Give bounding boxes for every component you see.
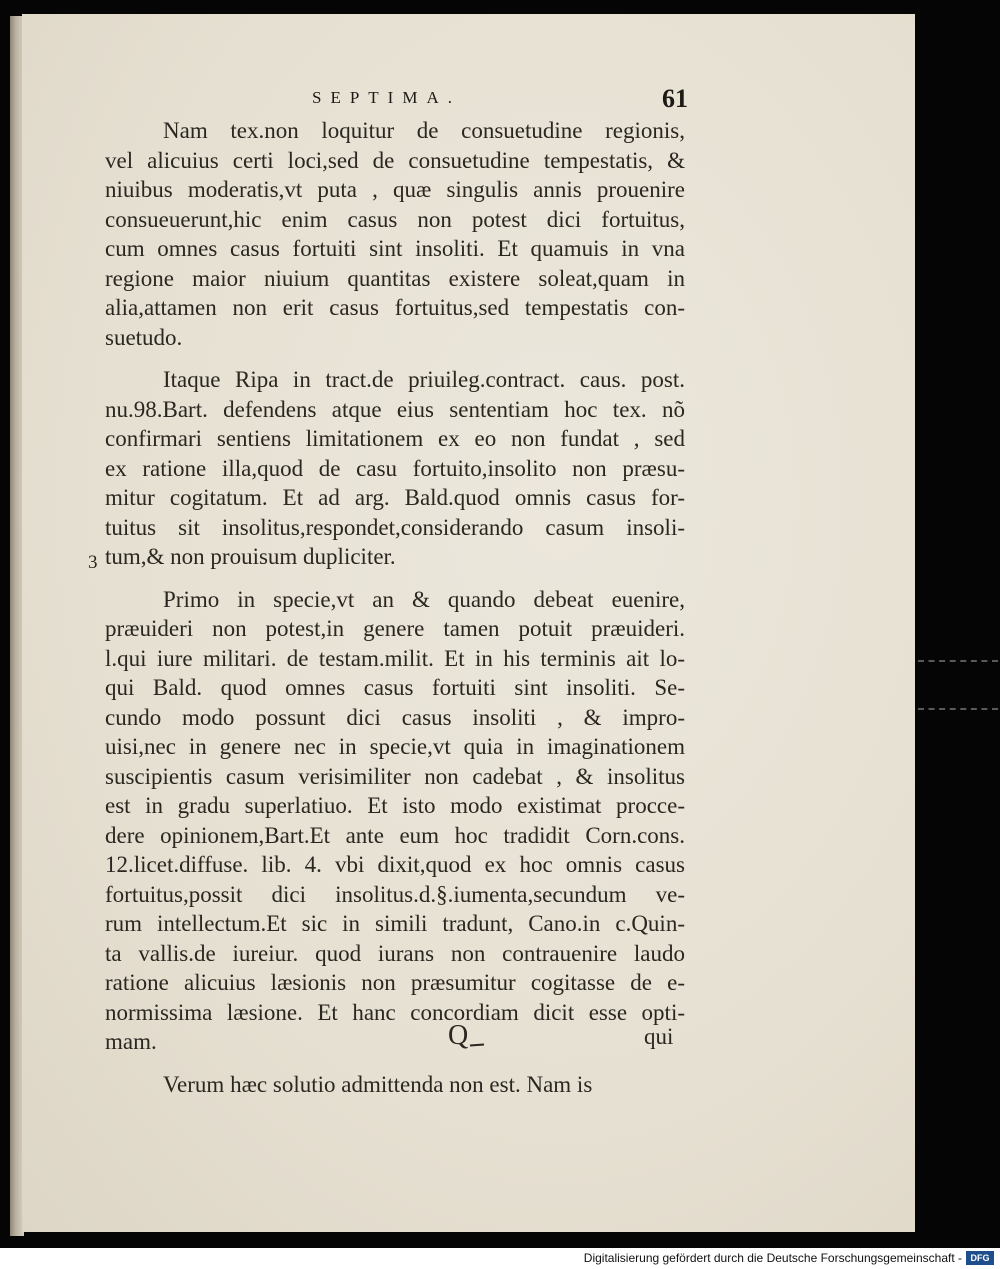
text-line: fortuitus,possit dici insolitus.d.§.iumenta,secundum ve- <box>105 881 685 907</box>
text-line: ta vallis.de iureiur. quod iurans non contrauenire laudo <box>105 940 685 966</box>
paragraph <box>105 585 685 1057</box>
scan-edge-marks <box>918 660 998 710</box>
text-line: 12.licet.diffuse. lib. 4. vbi dixit,quod ex hoc omnis casus <box>105 852 685 877</box>
paragraph <box>105 1070 685 1100</box>
text-line: est in gradu superlatiuo. Et isto modo existimat procce- <box>105 793 685 818</box>
paragraph-gap <box>105 572 685 585</box>
catchword: qui <box>644 1024 674 1049</box>
text-line: rum intellectum.Et sic in simili tradunt, Cano.in c.Quin- <box>105 911 685 936</box>
signature-mark: Q <box>448 1020 469 1051</box>
footer-credit: Digitalisierung gefördert durch die Deutsche Forschungsgemeinschaft - <box>583 1251 962 1265</box>
dfg-logo: DFG <box>966 1251 994 1265</box>
text-line: qui Bald. quod omnes casus fortuiti sint insoliti. Se- <box>105 675 685 700</box>
text-line: ratione alicuius læsionis non præsumitur cogitasse de e- <box>105 970 685 995</box>
footer-bar <box>0 1248 1000 1269</box>
text-line: Verum hæc solutio admittenda non est. Nam is <box>163 1071 593 1097</box>
text-line: dere opinionem,Bart.Et ante eum hoc tradidit Corn.cons. <box>105 822 685 848</box>
text-line: niuibus moderatis,vt puta , quæ singulis annis prouenire <box>105 177 685 202</box>
text-line: consueuerunt,hic enim casus non potest dici fortuitus, <box>105 206 685 232</box>
body-text <box>105 116 685 1099</box>
text-line: tum,& non prouisum dupliciter. <box>105 544 396 569</box>
text-line: mitur cogitatum. Et ad arg. Bald.quod omnis casus for- <box>105 485 685 510</box>
text-line: præuideri non potest,in genere tamen potuit præuideri. <box>105 616 685 641</box>
text-line: normissima læsione. Et hanc concordiam dicit esse opti- <box>105 999 685 1025</box>
text-line: Itaque Ripa in tract.de priuileg.contract. caus. post. <box>163 367 685 392</box>
paragraph-gap <box>105 352 685 365</box>
text-line: l.qui iure militari. de testam.milit. Et in his terminis ait lo- <box>105 645 685 671</box>
text-line: tuitus sit insolitus,respondet,considerando casum insoli- <box>105 514 685 540</box>
paragraph <box>105 116 685 352</box>
text-line: confirmari sentiens limitationem ex eo non fundat , sed <box>105 426 685 451</box>
text-line: alia,attamen non erit casus fortuitus,sed tempestatis con- <box>105 295 685 320</box>
page-number: 61 <box>662 84 688 113</box>
text-line: nu.98.Bart. defendens atque eius sententiam hoc tex. nõ <box>105 396 685 422</box>
text-line: Primo in specie,vt an & quando debeat euenire, <box>163 586 685 612</box>
text-line: uisi,nec in genere nec in specie,vt quia in imaginationem <box>105 734 685 759</box>
text-line: cum omnes casus fortuiti sint insoliti. Et quamuis in vna <box>105 236 685 261</box>
running-header: SEPTIMA. <box>312 88 461 107</box>
margin-note-number: 3 <box>88 552 98 573</box>
paragraph <box>105 365 685 572</box>
text-line: suscipientis casum verisimiliter non cadebat , & insolitus <box>105 763 685 789</box>
text-line: Nam tex.non loquitur de consuetudine regionis, <box>163 118 685 143</box>
text-line: ex ratione illa,quod de casu fortuito,insolito non præsu- <box>105 455 685 481</box>
paragraph-gap <box>105 1057 685 1070</box>
text-line: vel alicuius certi loci,sed de consuetudine tempestatis, & <box>105 147 685 173</box>
text-line: suetudo. <box>105 324 183 350</box>
text-line: mam. <box>105 1029 157 1054</box>
text-line: cundo modo possunt dici casus insoliti , & impro- <box>105 704 685 730</box>
text-line: regione maior niuium quantitas existere soleat,quam in <box>105 265 685 291</box>
